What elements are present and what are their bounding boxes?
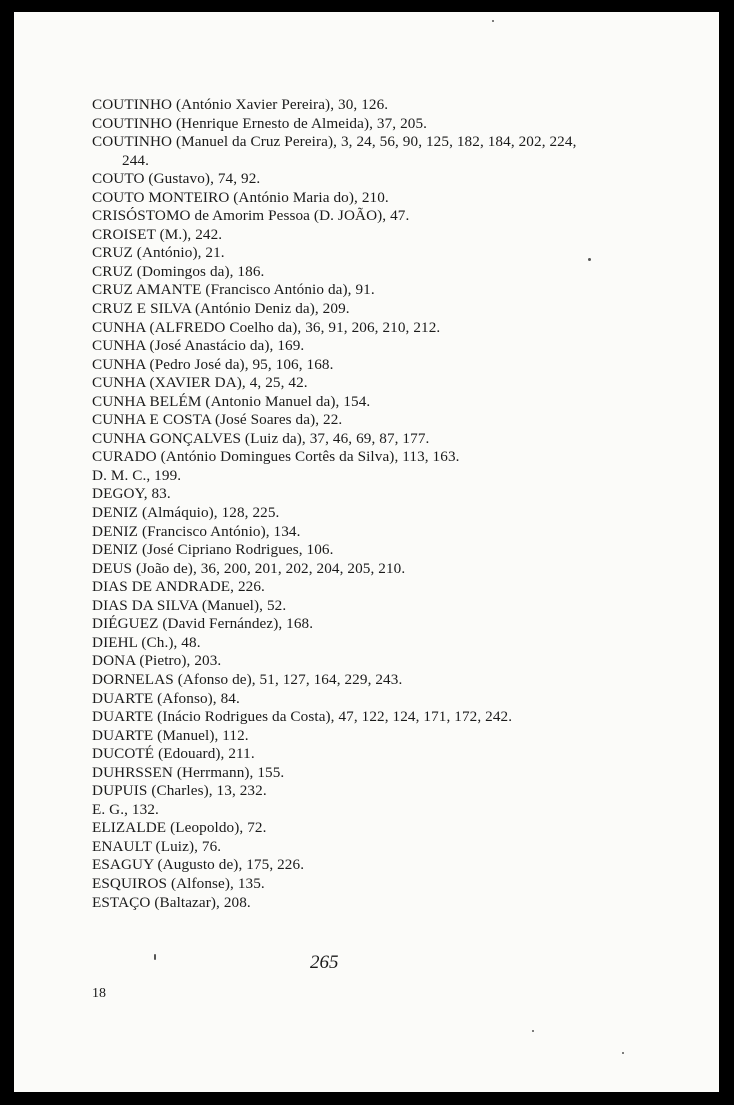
name-index-list (92, 96, 682, 912)
index-entry: D. M. C., 199. (92, 466, 182, 484)
index-entry: CUNHA E COSTA (José Soares da), 22. (92, 411, 343, 429)
index-entry: DUCOTÉ (Edouard), 211. (92, 745, 255, 763)
index-entry: DIAS DA SILVA (Manuel), 52. (92, 596, 287, 614)
signature-mark: 18 (92, 986, 106, 1001)
index-entry: COUTO MONTEIRO (António Maria do), 210. (92, 188, 389, 206)
index-entry: CROISET (M.), 242. (92, 225, 223, 243)
index-entry: DIÉGUEZ (David Fernández), 168. (92, 615, 314, 633)
index-entry: COUTINHO (Henrique Ernesto de Almeida), 37, 205. (92, 114, 428, 132)
index-entry: DEUS (João de), 36, 200, 201, 202, 204, 205, 210. (92, 559, 406, 577)
index-entry: ELIZALDE (Leopoldo), 72. (92, 819, 267, 837)
paper-speck (588, 258, 591, 261)
book-page (14, 12, 719, 1092)
paper-speck (622, 1052, 624, 1054)
paper-speck (492, 20, 494, 22)
index-entry: DIEHL (Ch.), 48. (92, 633, 201, 651)
index-entry: DUPUIS (Charles), 13, 232. (92, 782, 267, 800)
index-entry: DENIZ (José Cipriano Rodrigues, 106. (92, 541, 334, 559)
index-entry: CRUZ E SILVA (António Deniz da), 209. (92, 300, 350, 318)
index-entry: CUNHA (Pedro José da), 95, 106, 168. (92, 355, 334, 373)
index-entry: ESAGUY (Augusto de), 175, 226. (92, 856, 305, 874)
index-entry: DONA (Pietro), 203. (92, 652, 222, 670)
index-entry: DORNELAS (Afonso de), 51, 127, 164, 229, 243. (92, 670, 403, 688)
index-entry: DUARTE (Afonso), 84. (92, 689, 240, 707)
index-entry: DENIZ (Almáquio), 128, 225. (92, 504, 280, 522)
index-entry: CURADO (António Domingues Cortês da Silva), 113, 163. (92, 448, 460, 466)
index-entry: CUNHA (ALFREDO Coelho da), 36, 91, 206, 210, 212. (92, 318, 441, 336)
index-entry: ESQUIROS (Alfonse), 135. (92, 874, 265, 892)
index-entry: DUARTE (Manuel), 112. (92, 726, 249, 744)
index-entry: ENAULT (Luiz), 76. (92, 837, 222, 855)
paper-speck (154, 954, 156, 960)
index-entry: DIAS DE ANDRADE, 226. (92, 578, 265, 596)
index-entry: DEGOY, 83. (92, 485, 171, 503)
index-entry: ESTAÇO (Baltazar), 208. (92, 893, 251, 911)
index-entry: DENIZ (Francisco António), 134. (92, 522, 301, 540)
index-entry: COUTINHO (António Xavier Pereira), 30, 126. (92, 96, 389, 113)
index-entry: DUARTE (Inácio Rodrigues da Costa), 47, 122, 124, 171, 172, 242. (92, 708, 513, 726)
index-entry: E. G., 132. (92, 800, 159, 818)
index-entry: COUTO (Gustavo), 74, 92. (92, 170, 261, 188)
index-entry: DUHRSSEN (Herrmann), 155. (92, 763, 285, 781)
page-number: 265 (310, 952, 339, 973)
index-entry: CUNHA (XAVIER DA), 4, 25, 42. (92, 374, 308, 392)
index-entry: CUNHA GONÇALVES (Luiz da), 37, 46, 69, 87, 177. (92, 429, 430, 447)
index-entry: CRUZ (António), 21. (92, 244, 225, 262)
index-entry: CRISÓSTOMO de Amorim Pessoa (D. JOÃO), 47. (92, 207, 410, 225)
index-entry: COUTINHO (Manuel da Cruz Pereira), 3, 24, 56, 90, 125, 182, 184, 202, 224, 244. (92, 133, 577, 169)
index-entry: CRUZ AMANTE (Francisco António da), 91. (92, 281, 375, 299)
index-entry: CRUZ (Domingos da), 186. (92, 262, 265, 280)
index-entry: CUNHA BELÉM (Antonio Manuel da), 154. (92, 392, 371, 410)
paper-speck (532, 1030, 534, 1032)
index-entry: CUNHA (José Anastácio da), 169. (92, 337, 305, 355)
